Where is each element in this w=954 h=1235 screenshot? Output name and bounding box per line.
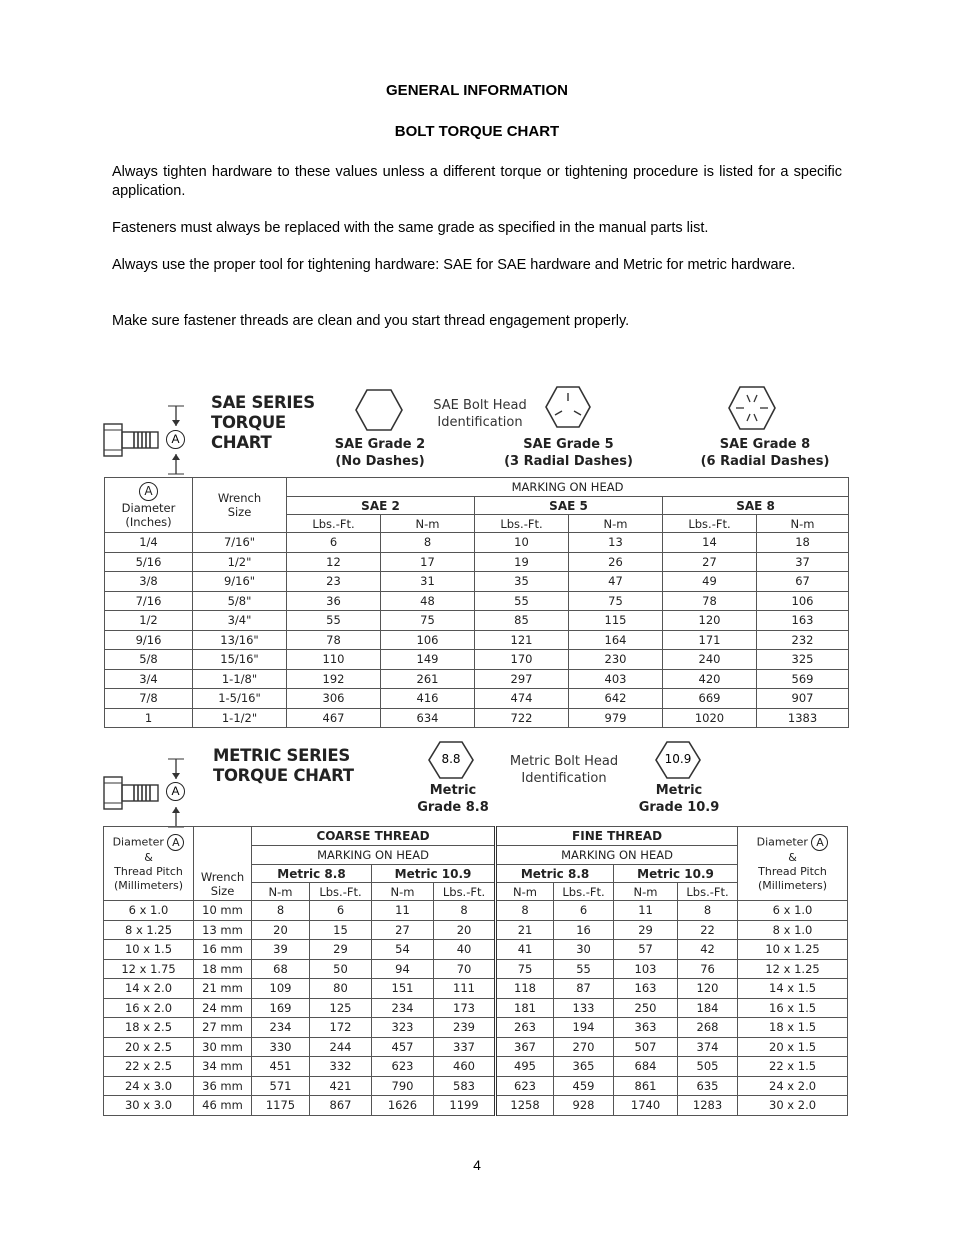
metric-cell: 14 x 2.0 bbox=[104, 979, 194, 999]
sae-cell: 163 bbox=[757, 611, 849, 631]
sae-table-body bbox=[105, 533, 849, 728]
metric-cell: 867 bbox=[310, 1096, 372, 1116]
metric-cell: 172 bbox=[310, 1018, 372, 1038]
sae-wrench-header: Wrench Size bbox=[193, 478, 287, 533]
metric-table-row bbox=[104, 1096, 848, 1116]
metric-grade88-caption-2: Grade 8.8 bbox=[417, 800, 489, 815]
sae-cell: 230 bbox=[569, 650, 663, 670]
sae-cell: 26 bbox=[569, 552, 663, 572]
sae-cell: 67 bbox=[757, 572, 849, 592]
metric-table-row bbox=[104, 998, 848, 1018]
sae-cell: 13/16" bbox=[193, 630, 287, 650]
metric-cell: 75 bbox=[496, 959, 554, 979]
sae-cell: 722 bbox=[475, 708, 569, 728]
metric-cell: 42 bbox=[678, 940, 738, 960]
sae-table-row bbox=[105, 708, 849, 728]
metric-cell: 125 bbox=[310, 998, 372, 1018]
sae-cell: 6 bbox=[287, 533, 381, 553]
sae-table-row bbox=[105, 611, 849, 631]
sae-cell: 55 bbox=[475, 591, 569, 611]
metric-cell: 194 bbox=[554, 1018, 614, 1038]
sae-cell: 48 bbox=[381, 591, 475, 611]
metric-table-row bbox=[104, 1018, 848, 1038]
sae-cell: 5/8 bbox=[105, 650, 193, 670]
sae-table-row bbox=[105, 572, 849, 592]
metric-table-row bbox=[104, 1037, 848, 1057]
sae-cell: 75 bbox=[569, 591, 663, 611]
metric-cell: 460 bbox=[434, 1057, 496, 1077]
sae-marking-header: MARKING ON HEAD bbox=[287, 478, 849, 497]
metric-cell: 8 x 1.25 bbox=[104, 920, 194, 940]
metric-cell: 1626 bbox=[372, 1096, 434, 1116]
metric-cell: 12 x 1.75 bbox=[104, 959, 194, 979]
metric-cell: 16 x 2.0 bbox=[104, 998, 194, 1018]
metric-cell: 70 bbox=[434, 959, 496, 979]
sae-cell: 306 bbox=[287, 689, 381, 709]
metric-cell: 173 bbox=[434, 998, 496, 1018]
metric-cell: 151 bbox=[372, 979, 434, 999]
metric-unit-nm: N-m bbox=[252, 883, 310, 901]
metric-coarse-109: Metric 10.9 bbox=[372, 865, 496, 883]
metric-coarse-88: Metric 8.8 bbox=[252, 865, 372, 883]
metric-cell: 13 mm bbox=[194, 920, 252, 940]
diameter-a-symbol: A bbox=[167, 834, 184, 851]
metric-cell: 790 bbox=[372, 1076, 434, 1096]
metric-coarse-marking: MARKING ON HEAD bbox=[252, 846, 496, 865]
metric-fine-88: Metric 8.8 bbox=[496, 865, 614, 883]
metric-cell: 505 bbox=[678, 1057, 738, 1077]
metric-cell: 421 bbox=[310, 1076, 372, 1096]
sae-cell: 416 bbox=[381, 689, 475, 709]
sae-unit-lbs: Lbs.-Ft. bbox=[475, 515, 569, 533]
sae-cell: 642 bbox=[569, 689, 663, 709]
paragraph-1: Always tighten hardware to these values unless a different torque or tightening procedure is listed for a specific application. bbox=[112, 164, 842, 199]
metric-cell: 363 bbox=[614, 1018, 678, 1038]
sae-cell: 1020 bbox=[663, 708, 757, 728]
metric-cell: 50 bbox=[310, 959, 372, 979]
metric-unit-lbs: Lbs.-Ft. bbox=[554, 883, 614, 901]
metric-cell: 374 bbox=[678, 1037, 738, 1057]
sae-cell: 171 bbox=[663, 630, 757, 650]
metric-cell: 163 bbox=[614, 979, 678, 999]
metric-cell: 22 x 2.5 bbox=[104, 1057, 194, 1077]
metric-unit-nm: N-m bbox=[496, 883, 554, 901]
metric-cell: 330 bbox=[252, 1037, 310, 1057]
metric-cell: 623 bbox=[372, 1057, 434, 1077]
sae-cell: 149 bbox=[381, 650, 475, 670]
metric-fine-header: FINE THREAD bbox=[496, 827, 738, 846]
metric-cell: 22 x 1.5 bbox=[738, 1057, 848, 1077]
metric-cell: 8 bbox=[496, 901, 554, 921]
metric-cell: 337 bbox=[434, 1037, 496, 1057]
metric-fine-109: Metric 10.9 bbox=[614, 865, 738, 883]
metric-cell: 46 mm bbox=[194, 1096, 252, 1116]
metric-identification-label: Metric Bolt Head Identification bbox=[509, 754, 619, 786]
metric-cell: 109 bbox=[252, 979, 310, 999]
metric-cell: 332 bbox=[310, 1057, 372, 1077]
sae-cell: 9/16" bbox=[193, 572, 287, 592]
sae-cell: 907 bbox=[757, 689, 849, 709]
sae-grade2-caption-1: SAE Grade 2 bbox=[334, 437, 426, 452]
sae-table-row bbox=[105, 591, 849, 611]
metric-cell: 20 bbox=[252, 920, 310, 940]
metric-cell: 181 bbox=[496, 998, 554, 1018]
metric-unit-lbs: Lbs.-Ft. bbox=[310, 883, 372, 901]
sae-cell: 121 bbox=[475, 630, 569, 650]
sae-cell: 1/2 bbox=[105, 611, 193, 631]
sae-identification-label: SAE Bolt Head Identification bbox=[433, 398, 527, 430]
sae-diameter-header: A Diameter (Inches) bbox=[105, 478, 193, 533]
sae-cell: 7/8 bbox=[105, 689, 193, 709]
metric-cell: 24 mm bbox=[194, 998, 252, 1018]
metric-table-row bbox=[104, 901, 848, 921]
metric-coarse-header: COARSE THREAD bbox=[252, 827, 496, 846]
sae-cell: 115 bbox=[569, 611, 663, 631]
metric-cell: 16 bbox=[554, 920, 614, 940]
sae-group-2: SAE 2 bbox=[287, 497, 475, 515]
sae-unit-lbs: Lbs.-Ft. bbox=[663, 515, 757, 533]
page-number: 4 bbox=[473, 1157, 481, 1173]
sae-cell: 75 bbox=[381, 611, 475, 631]
paragraph-3: Always use the proper tool for tightening hardware: SAE for SAE hardware and Metric for metric hardware. bbox=[112, 257, 796, 273]
metric-unit-lbs: Lbs.-Ft. bbox=[678, 883, 738, 901]
metric-cell: 234 bbox=[252, 1018, 310, 1038]
metric-cell: 861 bbox=[614, 1076, 678, 1096]
sae-chart-title: SAE SERIES TORQUE CHART bbox=[211, 393, 315, 452]
sae-cell: 634 bbox=[381, 708, 475, 728]
metric-torque-table bbox=[103, 826, 848, 1116]
metric-cell: 30 bbox=[554, 940, 614, 960]
sae-cell: 18 bbox=[757, 533, 849, 553]
sae-cell: 19 bbox=[475, 552, 569, 572]
metric-cell: 10 mm bbox=[194, 901, 252, 921]
metric-cell: 103 bbox=[614, 959, 678, 979]
sae-cell: 10 bbox=[475, 533, 569, 553]
metric-cell: 239 bbox=[434, 1018, 496, 1038]
metric-cell: 57 bbox=[614, 940, 678, 960]
metric-cell: 68 bbox=[252, 959, 310, 979]
metric-cell: 14 x 1.5 bbox=[738, 979, 848, 999]
sae-cell: 669 bbox=[663, 689, 757, 709]
paragraph-2: Fasteners must always be replaced with the same grade as specified in the manual parts list. bbox=[112, 220, 709, 236]
sae-grade2-caption-2: (No Dashes) bbox=[335, 454, 425, 469]
metric-diameter-header-left: Diameter A & Thread Pitch (Millimeters) bbox=[104, 827, 194, 901]
metric-cell: 18 x 1.5 bbox=[738, 1018, 848, 1038]
metric-cell: 1740 bbox=[614, 1096, 678, 1116]
metric-cell: 623 bbox=[496, 1076, 554, 1096]
metric-cell: 11 bbox=[614, 901, 678, 921]
sae-cell: 1 bbox=[105, 708, 193, 728]
metric-cell: 1258 bbox=[496, 1096, 554, 1116]
metric-cell: 495 bbox=[496, 1057, 554, 1077]
sae-torque-table bbox=[104, 477, 849, 728]
metric-cell: 507 bbox=[614, 1037, 678, 1057]
sae-cell: 55 bbox=[287, 611, 381, 631]
sae-cell: 110 bbox=[287, 650, 381, 670]
sae-cell: 14 bbox=[663, 533, 757, 553]
metric-unit-nm: N-m bbox=[614, 883, 678, 901]
sae-cell: 35 bbox=[475, 572, 569, 592]
metric-cell: 18 mm bbox=[194, 959, 252, 979]
sae-cell: 569 bbox=[757, 669, 849, 689]
sae-cell: 164 bbox=[569, 630, 663, 650]
sae-cell: 1-1/8" bbox=[193, 669, 287, 689]
metric-cell: 323 bbox=[372, 1018, 434, 1038]
sae-cell: 7/16" bbox=[193, 533, 287, 553]
metric-cell: 111 bbox=[434, 979, 496, 999]
sae-cell: 232 bbox=[757, 630, 849, 650]
metric-cell: 268 bbox=[678, 1018, 738, 1038]
metric-table-row bbox=[104, 979, 848, 999]
sae-cell: 170 bbox=[475, 650, 569, 670]
diameter-a-symbol: A bbox=[139, 482, 158, 501]
sae-unit-nm: N-m bbox=[569, 515, 663, 533]
sae-cell: 467 bbox=[287, 708, 381, 728]
metric-cell: 24 x 2.0 bbox=[738, 1076, 848, 1096]
metric-diameter-header-right: Diameter A & Thread Pitch (Millimeters) bbox=[738, 827, 848, 901]
sae-cell: 7/16 bbox=[105, 591, 193, 611]
sae-cell: 49 bbox=[663, 572, 757, 592]
sae-cell: 12 bbox=[287, 552, 381, 572]
metric-table-row bbox=[104, 1076, 848, 1096]
sae-table-row bbox=[105, 533, 849, 553]
paragraph-4: Make sure fastener threads are clean and you start thread engagement properly. bbox=[112, 313, 630, 329]
sae-cell: 1-1/2" bbox=[193, 708, 287, 728]
sae-group-5: SAE 5 bbox=[475, 497, 663, 515]
metric-cell: 457 bbox=[372, 1037, 434, 1057]
metric-cell: 6 x 1.0 bbox=[738, 901, 848, 921]
metric-cell: 1199 bbox=[434, 1096, 496, 1116]
sae-table-row bbox=[105, 650, 849, 670]
metric-cell: 22 bbox=[678, 920, 738, 940]
metric-grade88-mark: 8.8 bbox=[441, 752, 461, 766]
metric-cell: 133 bbox=[554, 998, 614, 1018]
sae-cell: 3/8 bbox=[105, 572, 193, 592]
sae-unit-nm: N-m bbox=[757, 515, 849, 533]
metric-cell: 451 bbox=[252, 1057, 310, 1077]
metric-cell: 21 mm bbox=[194, 979, 252, 999]
metric-cell: 39 bbox=[252, 940, 310, 960]
metric-cell: 36 mm bbox=[194, 1076, 252, 1096]
metric-cell: 244 bbox=[310, 1037, 372, 1057]
metric-table-row bbox=[104, 940, 848, 960]
sae-group-8: SAE 8 bbox=[663, 497, 849, 515]
sae-unit-lbs: Lbs.-Ft. bbox=[287, 515, 381, 533]
metric-cell: 571 bbox=[252, 1076, 310, 1096]
metric-cell: 29 bbox=[310, 940, 372, 960]
sae-grade5-caption-1: SAE Grade 5 bbox=[523, 437, 614, 452]
sae-cell: 23 bbox=[287, 572, 381, 592]
metric-cell: 20 bbox=[434, 920, 496, 940]
metric-cell: 29 bbox=[614, 920, 678, 940]
metric-cell: 80 bbox=[310, 979, 372, 999]
metric-cell: 367 bbox=[496, 1037, 554, 1057]
sae-cell: 403 bbox=[569, 669, 663, 689]
metric-cell: 1283 bbox=[678, 1096, 738, 1116]
sae-cell: 27 bbox=[663, 552, 757, 572]
page-subtitle: BOLT TORQUE CHART bbox=[394, 123, 560, 140]
metric-cell: 120 bbox=[678, 979, 738, 999]
metric-grade88-caption-1: Metric bbox=[429, 783, 477, 798]
sae-cell: 15/16" bbox=[193, 650, 287, 670]
sae-cell: 5/16 bbox=[105, 552, 193, 572]
metric-cell: 8 bbox=[252, 901, 310, 921]
metric-grade109-caption-2: Grade 10.9 bbox=[638, 800, 720, 815]
metric-cell: 55 bbox=[554, 959, 614, 979]
diameter-a-symbol: A bbox=[166, 430, 185, 449]
sae-cell: 474 bbox=[475, 689, 569, 709]
metric-cell: 54 bbox=[372, 940, 434, 960]
metric-cell: 94 bbox=[372, 959, 434, 979]
metric-cell: 10 x 1.25 bbox=[738, 940, 848, 960]
sae-cell: 17 bbox=[381, 552, 475, 572]
metric-grade109-caption-1: Metric bbox=[655, 783, 703, 798]
sae-cell: 13 bbox=[569, 533, 663, 553]
metric-cell: 41 bbox=[496, 940, 554, 960]
metric-cell: 250 bbox=[614, 998, 678, 1018]
metric-cell: 30 mm bbox=[194, 1037, 252, 1057]
metric-cell: 27 bbox=[372, 920, 434, 940]
metric-cell: 16 x 1.5 bbox=[738, 998, 848, 1018]
sae-cell: 106 bbox=[757, 591, 849, 611]
metric-cell: 684 bbox=[614, 1057, 678, 1077]
metric-cell: 6 bbox=[310, 901, 372, 921]
sae-grade2-head-icon bbox=[355, 388, 403, 432]
sae-unit-nm: N-m bbox=[381, 515, 475, 533]
metric-cell: 21 bbox=[496, 920, 554, 940]
metric-cell: 11 bbox=[372, 901, 434, 921]
metric-cell: 30 x 3.0 bbox=[104, 1096, 194, 1116]
sae-cell: 325 bbox=[757, 650, 849, 670]
metric-cell: 234 bbox=[372, 998, 434, 1018]
metric-cell: 18 x 2.5 bbox=[104, 1018, 194, 1038]
metric-table-row bbox=[104, 920, 848, 940]
sae-table-row bbox=[105, 630, 849, 650]
sae-cell: 47 bbox=[569, 572, 663, 592]
sae-cell: 78 bbox=[663, 591, 757, 611]
sae-table-row bbox=[105, 552, 849, 572]
metric-unit-lbs: Lbs.-Ft. bbox=[434, 883, 496, 901]
metric-cell: 16 mm bbox=[194, 940, 252, 960]
metric-cell: 76 bbox=[678, 959, 738, 979]
sae-cell: 3/4" bbox=[193, 611, 287, 631]
sae-grade8-head-icon bbox=[728, 385, 776, 431]
sae-cell: 8 bbox=[381, 533, 475, 553]
sae-cell: 1/4 bbox=[105, 533, 193, 553]
sae-cell: 31 bbox=[381, 572, 475, 592]
metric-cell: 8 bbox=[678, 901, 738, 921]
metric-cell: 365 bbox=[554, 1057, 614, 1077]
metric-cell: 15 bbox=[310, 920, 372, 940]
metric-chart-title: METRIC SERIES TORQUE CHART bbox=[213, 746, 354, 785]
diameter-a-symbol: A bbox=[166, 782, 185, 801]
metric-grade109-mark: 10.9 bbox=[664, 752, 692, 766]
metric-cell: 118 bbox=[496, 979, 554, 999]
sae-cell: 240 bbox=[663, 650, 757, 670]
sae-cell: 1383 bbox=[757, 708, 849, 728]
sae-grade8-caption-2: (6 Radial Dashes) bbox=[700, 454, 830, 469]
metric-table-body bbox=[104, 901, 848, 1116]
metric-cell: 27 mm bbox=[194, 1018, 252, 1038]
sae-cell: 261 bbox=[381, 669, 475, 689]
metric-cell: 87 bbox=[554, 979, 614, 999]
sae-cell: 3/4 bbox=[105, 669, 193, 689]
sae-cell: 5/8" bbox=[193, 591, 287, 611]
sae-cell: 9/16 bbox=[105, 630, 193, 650]
sae-grade5-head-icon bbox=[545, 385, 591, 429]
page-title: GENERAL INFORMATION bbox=[386, 82, 568, 99]
metric-wrench-header: Wrench Size bbox=[194, 827, 252, 901]
metric-cell: 20 x 1.5 bbox=[738, 1037, 848, 1057]
metric-cell: 6 x 1.0 bbox=[104, 901, 194, 921]
metric-fine-marking: MARKING ON HEAD bbox=[496, 846, 738, 865]
sae-cell: 192 bbox=[287, 669, 381, 689]
metric-cell: 40 bbox=[434, 940, 496, 960]
metric-cell: 20 x 2.5 bbox=[104, 1037, 194, 1057]
metric-cell: 928 bbox=[554, 1096, 614, 1116]
sae-grade8-caption-1: SAE Grade 8 bbox=[719, 437, 811, 452]
metric-table-row bbox=[104, 959, 848, 979]
sae-cell: 37 bbox=[757, 552, 849, 572]
sae-cell: 120 bbox=[663, 611, 757, 631]
sae-table-row bbox=[105, 669, 849, 689]
sae-grade5-caption-2: (3 Radial Dashes) bbox=[504, 454, 633, 469]
sae-cell: 297 bbox=[475, 669, 569, 689]
metric-cell: 169 bbox=[252, 998, 310, 1018]
sae-cell: 1/2" bbox=[193, 552, 287, 572]
metric-unit-nm: N-m bbox=[372, 883, 434, 901]
metric-cell: 583 bbox=[434, 1076, 496, 1096]
sae-cell: 78 bbox=[287, 630, 381, 650]
sae-cell: 36 bbox=[287, 591, 381, 611]
metric-cell: 30 x 2.0 bbox=[738, 1096, 848, 1116]
sae-cell: 420 bbox=[663, 669, 757, 689]
sae-table-row bbox=[105, 689, 849, 709]
metric-cell: 1175 bbox=[252, 1096, 310, 1116]
sae-cell: 979 bbox=[569, 708, 663, 728]
metric-cell: 10 x 1.5 bbox=[104, 940, 194, 960]
diameter-a-symbol: A bbox=[811, 834, 828, 851]
metric-cell: 8 x 1.0 bbox=[738, 920, 848, 940]
metric-cell: 263 bbox=[496, 1018, 554, 1038]
metric-cell: 270 bbox=[554, 1037, 614, 1057]
metric-cell: 635 bbox=[678, 1076, 738, 1096]
metric-table-row bbox=[104, 1057, 848, 1077]
metric-cell: 184 bbox=[678, 998, 738, 1018]
sae-cell: 106 bbox=[381, 630, 475, 650]
metric-cell: 24 x 3.0 bbox=[104, 1076, 194, 1096]
metric-cell: 6 bbox=[554, 901, 614, 921]
metric-cell: 8 bbox=[434, 901, 496, 921]
metric-cell: 34 mm bbox=[194, 1057, 252, 1077]
metric-cell: 459 bbox=[554, 1076, 614, 1096]
sae-cell: 85 bbox=[475, 611, 569, 631]
sae-cell: 1-5/16" bbox=[193, 689, 287, 709]
metric-cell: 12 x 1.25 bbox=[738, 959, 848, 979]
